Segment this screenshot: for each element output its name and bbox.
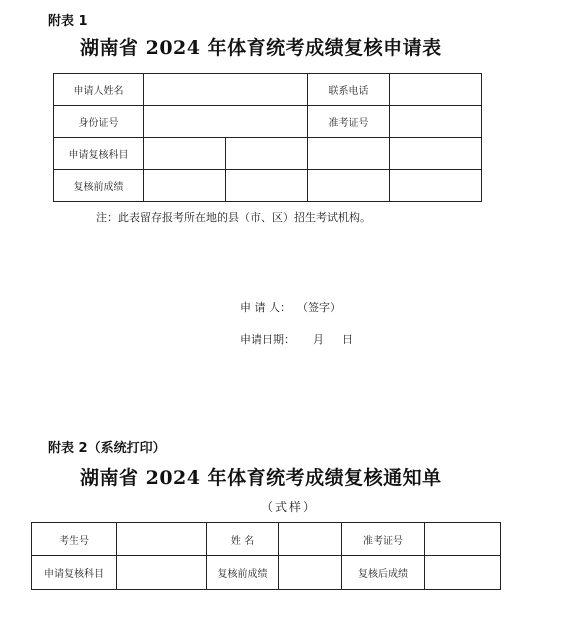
post-review-score-label: 复核后成绩: [342, 556, 425, 590]
form1-row-subjects: [54, 138, 482, 170]
form2-row-scores: [32, 556, 501, 590]
form1-table: [53, 73, 482, 202]
prior-score-field-2[interactable]: [226, 170, 308, 202]
day-label: 日: [342, 333, 353, 346]
appendix-2-label: 附表 2（系统打印）: [48, 441, 166, 456]
appendix-1-label: 附表 1: [48, 14, 88, 29]
form2-subtitle: （式样）: [261, 500, 318, 514]
phone-field[interactable]: [390, 74, 482, 106]
id-number-field[interactable]: [144, 106, 308, 138]
month-label: 月: [313, 333, 324, 346]
form2-table: [31, 522, 501, 590]
candidate-name-label: 姓 名: [207, 523, 279, 556]
post-review-score-field[interactable]: [425, 556, 501, 590]
application-date-label: 申请日期：: [240, 333, 295, 346]
form2-review-subject-field[interactable]: [117, 556, 207, 590]
review-subject-field-2[interactable]: [226, 138, 308, 170]
prior-score-field-3[interactable]: [308, 170, 390, 202]
form2-prior-score-label: 复核前成绩: [207, 556, 279, 590]
candidate-name-field[interactable]: [279, 523, 342, 556]
form1-note: 注：此表留存报考所在地的县（市、区）招生考试机构。: [96, 211, 371, 224]
form1-row-name-phone: [54, 74, 482, 106]
applicant-name-label: 申请人姓名: [54, 74, 144, 106]
form2-prior-score-field[interactable]: [279, 556, 342, 590]
candidate-number-label: 考生号: [32, 523, 117, 556]
ticket-number-field[interactable]: [390, 106, 482, 138]
prior-score-label: 复核前成绩: [54, 170, 144, 202]
candidate-number-field[interactable]: [117, 523, 207, 556]
form2-ticket-number-field[interactable]: [425, 523, 501, 556]
phone-label: 联系电话: [308, 74, 390, 106]
id-number-label: 身份证号: [54, 106, 144, 138]
form1-row-prior-score: [54, 170, 482, 202]
applicant-name-field[interactable]: [144, 74, 308, 106]
form2-title: 湖南省 2024 年体育统考成绩复核通知单: [80, 467, 442, 489]
applicant-signature-label: 申 请 人：: [240, 301, 291, 314]
applicant-signature-hint: （签字）: [297, 301, 341, 314]
form2-review-subject-label: 申请复核科目: [32, 556, 117, 590]
applicant-signature-line: [240, 299, 341, 315]
ticket-number-label: 准考证号: [308, 106, 390, 138]
application-date-line: [240, 331, 353, 347]
review-subject-label: 申请复核科目: [54, 138, 144, 170]
form1-title: 湖南省 2024 年体育统考成绩复核申请表: [80, 37, 442, 59]
form2-row-candidate: [32, 523, 501, 556]
form1-row-id-ticket: [54, 106, 482, 138]
prior-score-field-1[interactable]: [144, 170, 226, 202]
form2-ticket-number-label: 准考证号: [342, 523, 425, 556]
prior-score-field-4[interactable]: [390, 170, 482, 202]
review-subject-field-4[interactable]: [390, 138, 482, 170]
review-subject-field-3[interactable]: [308, 138, 390, 170]
review-subject-field-1[interactable]: [144, 138, 226, 170]
